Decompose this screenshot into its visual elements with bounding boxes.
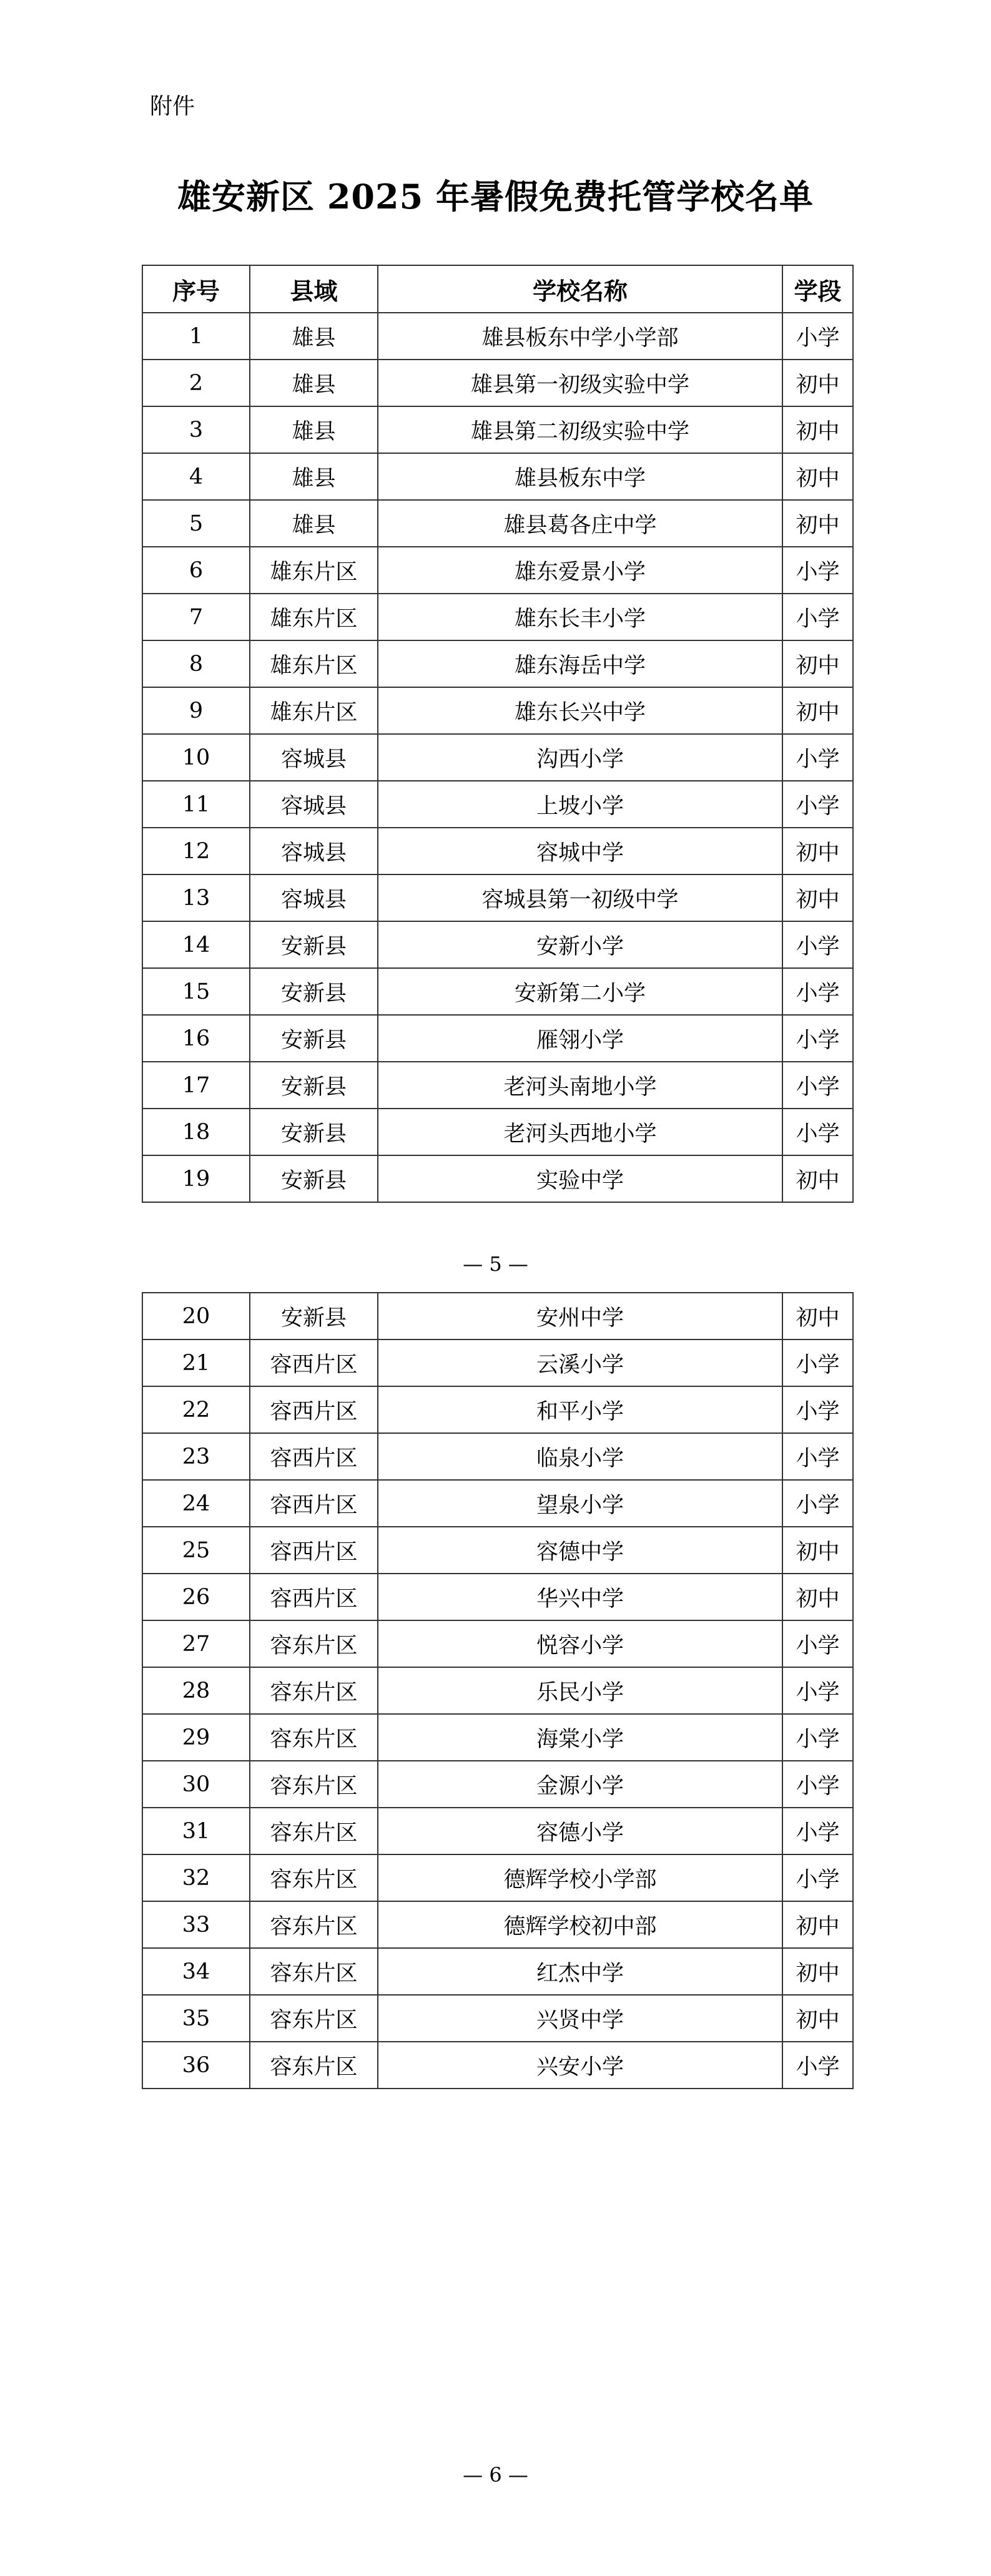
cell-county: 容西片区 [250, 1433, 378, 1480]
table-row [142, 781, 853, 828]
cell-county: 雄县 [250, 453, 378, 500]
cell-school-name: 容城中学 [378, 828, 782, 874]
cell-stage: 初中 [782, 500, 853, 547]
table-row [142, 1995, 853, 2042]
cell-county: 雄县 [250, 360, 378, 406]
cell-stage: 初中 [782, 1574, 853, 1620]
cell-stage: 小学 [782, 734, 853, 781]
cell-seq: 2 [142, 360, 250, 406]
cell-county: 容城县 [250, 734, 378, 781]
cell-stage: 小学 [782, 921, 853, 968]
cell-county: 容东片区 [250, 1901, 378, 1948]
cell-school-name: 安新小学 [378, 921, 782, 968]
cell-school-name: 华兴中学 [378, 1574, 782, 1620]
cell-stage: 初中 [782, 1995, 853, 2042]
cell-seq: 34 [142, 1948, 250, 1995]
cell-school-name: 雄县板东中学 [378, 453, 782, 500]
table-row [142, 1620, 853, 1667]
cell-county: 容东片区 [250, 2042, 378, 2089]
cell-stage: 小学 [782, 1667, 853, 1714]
cell-school-name: 雄东长兴中学 [378, 687, 782, 734]
table-row [142, 2042, 853, 2089]
table-row [142, 1527, 853, 1574]
cell-seq: 35 [142, 1995, 250, 2042]
cell-stage: 小学 [782, 1761, 853, 1808]
table-row [142, 500, 853, 547]
cell-stage: 初中 [782, 406, 853, 453]
cell-school-name: 老河头西地小学 [378, 1109, 782, 1155]
cell-seq: 36 [142, 2042, 250, 2089]
cell-stage: 小学 [782, 968, 853, 1015]
table-row [142, 1761, 853, 1808]
table-row [142, 1901, 853, 1948]
cell-school-name: 老河头南地小学 [378, 1062, 782, 1109]
cell-school-name: 临泉小学 [378, 1433, 782, 1480]
cell-stage: 小学 [782, 1433, 853, 1480]
table-row [142, 453, 853, 500]
cell-seq: 30 [142, 1761, 250, 1808]
cell-seq: 19 [142, 1155, 250, 1202]
cell-seq: 11 [142, 781, 250, 828]
cell-seq: 21 [142, 1339, 250, 1386]
cell-seq: 27 [142, 1620, 250, 1667]
cell-seq: 31 [142, 1808, 250, 1854]
cell-school-name: 悦容小学 [378, 1620, 782, 1667]
cell-seq: 4 [142, 453, 250, 500]
cell-seq: 24 [142, 1480, 250, 1527]
table-row [142, 687, 853, 734]
cell-county: 容东片区 [250, 1667, 378, 1714]
table-row [142, 1574, 853, 1620]
table-row [142, 406, 853, 453]
table-row [142, 1155, 853, 1202]
cell-seq: 20 [142, 1293, 250, 1339]
cell-stage: 小学 [782, 1062, 853, 1109]
cell-county: 容城县 [250, 828, 378, 874]
cell-seq: 13 [142, 874, 250, 921]
attachment-label: 附件 [150, 94, 195, 119]
cell-county: 容东片区 [250, 1714, 378, 1761]
cell-county: 安新县 [250, 1062, 378, 1109]
cell-county: 容东片区 [250, 1854, 378, 1901]
school-table-part-1 [142, 265, 854, 1203]
cell-seq: 18 [142, 1109, 250, 1155]
cell-county: 容东片区 [250, 1808, 378, 1854]
cell-school-name: 云溪小学 [378, 1339, 782, 1386]
cell-county: 安新县 [250, 921, 378, 968]
cell-school-name: 雄东长丰小学 [378, 594, 782, 640]
cell-seq: 22 [142, 1386, 250, 1433]
cell-school-name: 雄东海岳中学 [378, 640, 782, 687]
school-table-part-2 [142, 1292, 854, 2089]
cell-stage: 小学 [782, 1109, 853, 1155]
cell-seq: 10 [142, 734, 250, 781]
cell-stage: 小学 [782, 1808, 853, 1854]
cell-county: 安新县 [250, 1015, 378, 1062]
cell-county: 容城县 [250, 874, 378, 921]
cell-stage: 小学 [782, 1480, 853, 1527]
cell-stage: 初中 [782, 828, 853, 874]
cell-seq: 17 [142, 1062, 250, 1109]
cell-county: 雄县 [250, 406, 378, 453]
cell-county: 安新县 [250, 968, 378, 1015]
table-row [142, 594, 853, 640]
header-seq: 序号 [142, 265, 250, 313]
page-number: — 5 — [463, 1252, 528, 1276]
cell-school-name: 安州中学 [378, 1293, 782, 1339]
cell-seq: 7 [142, 594, 250, 640]
cell-school-name: 雁翎小学 [378, 1015, 782, 1062]
cell-school-name: 沟西小学 [378, 734, 782, 781]
cell-school-name: 红杰中学 [378, 1948, 782, 1995]
page-title: 雄安新区 2025 年暑假免费托管学校名单 [177, 177, 814, 217]
table-row [142, 547, 853, 594]
cell-school-name: 德辉学校小学部 [378, 1854, 782, 1901]
cell-county: 雄东片区 [250, 547, 378, 594]
table-row [142, 1808, 853, 1854]
cell-county: 容西片区 [250, 1386, 378, 1433]
table-header-row [142, 265, 853, 313]
cell-stage: 小学 [782, 1015, 853, 1062]
table-row [142, 1062, 853, 1109]
cell-stage: 小学 [782, 1620, 853, 1667]
cell-school-name: 雄东爱景小学 [378, 547, 782, 594]
cell-school-name: 金源小学 [378, 1761, 782, 1808]
table-row [142, 874, 853, 921]
cell-county: 安新县 [250, 1293, 378, 1339]
table-row [142, 1293, 853, 1339]
cell-stage: 初中 [782, 874, 853, 921]
table-row [142, 734, 853, 781]
table-row [142, 1109, 853, 1155]
cell-seq: 5 [142, 500, 250, 547]
cell-stage: 初中 [782, 1527, 853, 1574]
cell-seq: 1 [142, 313, 250, 360]
cell-county: 容西片区 [250, 1339, 378, 1386]
cell-seq: 8 [142, 640, 250, 687]
cell-stage: 初中 [782, 360, 853, 406]
header-school: 学校名称 [378, 265, 782, 313]
cell-school-name: 容城县第一初级中学 [378, 874, 782, 921]
cell-school-name: 上坡小学 [378, 781, 782, 828]
cell-seq: 16 [142, 1015, 250, 1062]
cell-stage: 初中 [782, 1948, 853, 1995]
cell-school-name: 雄县第二初级实验中学 [378, 406, 782, 453]
cell-stage: 初中 [782, 1293, 853, 1339]
cell-school-name: 德辉学校初中部 [378, 1901, 782, 1948]
cell-stage: 小学 [782, 1714, 853, 1761]
table-row [142, 1714, 853, 1761]
cell-seq: 23 [142, 1433, 250, 1480]
cell-school-name: 望泉小学 [378, 1480, 782, 1527]
cell-seq: 33 [142, 1901, 250, 1948]
table-row [142, 1433, 853, 1480]
cell-seq: 25 [142, 1527, 250, 1574]
cell-county: 容东片区 [250, 1620, 378, 1667]
cell-county: 安新县 [250, 1109, 378, 1155]
cell-school-name: 海棠小学 [378, 1714, 782, 1761]
table-row [142, 1948, 853, 1995]
cell-stage: 初中 [782, 687, 853, 734]
cell-county: 容城县 [250, 781, 378, 828]
table-row [142, 1854, 853, 1901]
cell-school-name: 兴贤中学 [378, 1995, 782, 2042]
cell-stage: 小学 [782, 1386, 853, 1433]
cell-school-name: 兴安小学 [378, 2042, 782, 2089]
header-stage: 学段 [782, 265, 853, 313]
cell-seq: 12 [142, 828, 250, 874]
cell-school-name: 雄县第一初级实验中学 [378, 360, 782, 406]
cell-seq: 14 [142, 921, 250, 968]
header-county: 县域 [250, 265, 378, 313]
cell-school-name: 容德小学 [378, 1808, 782, 1854]
cell-county: 安新县 [250, 1155, 378, 1202]
table-row [142, 313, 853, 360]
cell-county: 容东片区 [250, 1948, 378, 1995]
table-row [142, 1386, 853, 1433]
cell-county: 雄县 [250, 500, 378, 547]
cell-seq: 6 [142, 547, 250, 594]
cell-county: 容东片区 [250, 1995, 378, 2042]
cell-seq: 26 [142, 1574, 250, 1620]
cell-stage: 初中 [782, 640, 853, 687]
table-row [142, 968, 853, 1015]
table-row [142, 360, 853, 406]
cell-county: 容西片区 [250, 1480, 378, 1527]
cell-seq: 32 [142, 1854, 250, 1901]
cell-school-name: 雄县葛各庄中学 [378, 500, 782, 547]
cell-stage: 初中 [782, 1155, 853, 1202]
cell-school-name: 安新第二小学 [378, 968, 782, 1015]
table-row [142, 1480, 853, 1527]
cell-seq: 29 [142, 1714, 250, 1761]
cell-stage: 小学 [782, 2042, 853, 2089]
cell-stage: 小学 [782, 313, 853, 360]
cell-seq: 28 [142, 1667, 250, 1714]
table-row [142, 921, 853, 968]
cell-county: 雄东片区 [250, 594, 378, 640]
cell-school-name: 实验中学 [378, 1155, 782, 1202]
cell-county: 容西片区 [250, 1527, 378, 1574]
cell-county: 雄县 [250, 313, 378, 360]
cell-school-name: 容德中学 [378, 1527, 782, 1574]
page-number: — 6 — [463, 2463, 528, 2487]
cell-county: 雄东片区 [250, 687, 378, 734]
cell-stage: 小学 [782, 594, 853, 640]
cell-seq: 9 [142, 687, 250, 734]
table-row [142, 1339, 853, 1386]
cell-county: 雄东片区 [250, 640, 378, 687]
table-row [142, 828, 853, 874]
cell-seq: 3 [142, 406, 250, 453]
cell-stage: 小学 [782, 1339, 853, 1386]
cell-seq: 15 [142, 968, 250, 1015]
cell-school-name: 雄县板东中学小学部 [378, 313, 782, 360]
table-row [142, 640, 853, 687]
cell-county: 容西片区 [250, 1574, 378, 1620]
cell-school-name: 和平小学 [378, 1386, 782, 1433]
cell-stage: 小学 [782, 781, 853, 828]
table-row [142, 1015, 853, 1062]
cell-stage: 初中 [782, 453, 853, 500]
cell-stage: 小学 [782, 547, 853, 594]
cell-school-name: 乐民小学 [378, 1667, 782, 1714]
cell-county: 容东片区 [250, 1761, 378, 1808]
table-row [142, 1667, 853, 1714]
cell-stage: 初中 [782, 1901, 853, 1948]
cell-stage: 小学 [782, 1854, 853, 1901]
